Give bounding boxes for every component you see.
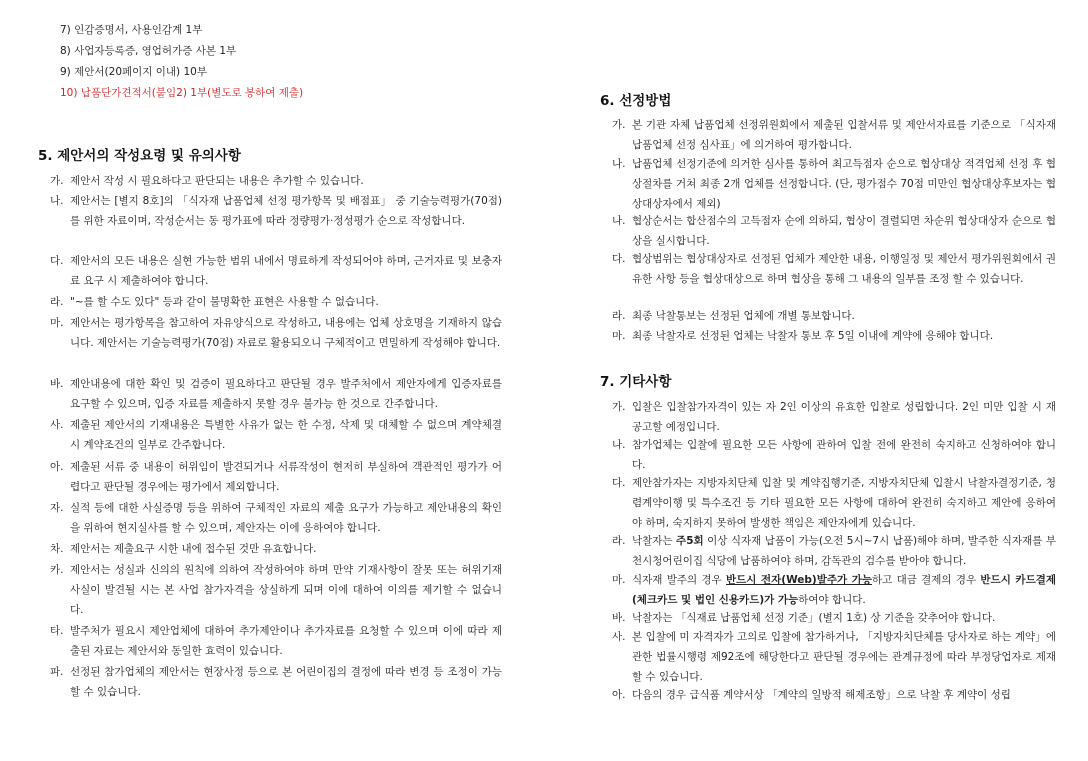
s5-item-da: 다. 제안서의 모든 내용은 실현 가능한 범위 내에서 명료하게 작성되어야 하며, 근거자료 및 보충자료 요구 시 제출하여야 합니다. xyxy=(50,255,502,287)
s7-item-ra: 라. 낙찰자는 주5회 이상 식자재 납품이 가능(오전 5시~7시 납품)해야 하며, 발주한 식자재를 부천시청어린이집 식당에 납품하여야 하며, 감독관의 검수를 받아야 합니다. xyxy=(612,535,1056,567)
s6-item-ra: 라. 최종 낙찰통보는 선정된 업체에 개별 통보합니다. xyxy=(612,310,855,322)
section6-heading: 6. 선정방법 xyxy=(600,93,672,109)
s5-item-ga: 가. 제안서 작성 시 필요하다고 판단되는 내용은 추가할 수 있습니다. xyxy=(50,175,364,187)
s6-item-na-2: 나. 협상순서는 합산점수의 고득점자 순에 의하되, 협상이 결렬되면 차순위 협상대상자 순으로 협상을 실시합니다. xyxy=(612,215,1056,247)
s5-item-pa: 파. 선정된 참가업체의 제안서는 현장사정 등으로 본 어린이집의 결정에 따라 변경 등 조정이 가능할 수 있습니다. xyxy=(50,666,502,698)
s5-item-ka: 카. 제안서는 성실과 신의의 원칙에 의하여 작성하여야 하며 만약 기재사항이 잘못 또는 허위기재 사실이 발견될 시는 본 사업 참가자격을 상실하게 되며 이에 대하여 이의를 제기할 수 없습니다. xyxy=(50,564,502,616)
submit-item-8: 8) 사업자등록증, 영업허가증 사본 1부 xyxy=(60,45,237,57)
s5-item-ta: 타. 발주처가 필요시 제안업체에 대하여 추가제안이나 추가자료를 요청할 수 있으며 이에 따라 제출된 자료는 제안서와 동일한 효력이 있습니다. xyxy=(50,625,502,657)
s6-item-na: 나. 납품업체 선정기준에 의거한 심사를 통하여 최고득점자 순으로 협상대상 적격업체 선정 후 협상절차를 거쳐 최종 2개 업체를 선정합니다. (단, 평가점수 70점 미만인 협상대상후보자는 협상대상자에서 제외) xyxy=(612,158,1056,210)
s7-item-a: 아. 다음의 경우 급식품 계약서상 「계약의 일방적 해제조항」으로 낙찰 후 계약이 성립 xyxy=(612,689,1011,701)
s7-item-da: 다. 제안참가자는 지방자치단체 입찰 및 계약집행기준, 지방자치단체 입찰시 낙찰자결정기준, 청렴계약이행 및 특수조건 등 기타 필요한 모든 사항에 대하여 완전히 숙지하고 제안에 응하여야 하며, 숙지하지 못하여 발생한 책임은 제안자에게 있습니다. xyxy=(612,477,1056,529)
s5-item-cha: 차. 제안서는 제출요구 시한 내에 접수된 것만 유효합니다. xyxy=(50,543,317,555)
s7-item-na: 나. 참가업체는 입찰에 필요한 모든 사항에 관하여 입찰 전에 완전히 숙지하고 신청하여야 합니다. xyxy=(612,439,1056,471)
section5-heading: 5. 제안서의 작성요령 및 유의사항 xyxy=(38,148,241,164)
s5-item-a: 아. 제출된 서류 중 내용이 허위임이 발견되거나 서류작성이 현저히 부실하여 객관적인 평가가 어렵다고 판단될 경우에는 평가에서 제외합니다. xyxy=(50,461,502,493)
s5-item-ba: 바. 제안내용에 대한 확인 및 검증이 필요하다고 판단될 경우 발주처에서 제안자에게 입증자료를 요구할 수 있으며, 입증 자료를 제출하지 못할 경우 불가능 한 것으로 간주합니다. xyxy=(50,378,502,410)
submit-item-7: 7) 인감증명서, 사용인감계 1부 xyxy=(60,24,203,36)
s5-item-ja: 자. 실적 등에 대한 사실증명 등을 위하여 구체적인 자료의 제출 요구가 가능하고 제안내용의 확인을 위하여 현지실사를 할 수 있으며, 제안자는 이에 응하여야 합니다. xyxy=(50,502,502,534)
section7-heading: 7. 기타사항 xyxy=(600,374,672,390)
s6-item-ga: 가. 본 기관 자체 납품업체 선정위원회에서 제출된 입찰서류 및 제안서자료를 기준으로 「식자재 납품업체 선정 심사표」에 의거하여 평가합니다. xyxy=(612,119,1056,151)
s7-item-ga: 가. 입찰은 입찰참가자격이 있는 자 2인 이상의 유효한 입찰로 성립합니다. 2인 미만 입찰 시 재공고할 예정입니다. xyxy=(612,401,1056,433)
s7-item-sa: 사. 본 입찰에 미 자격자가 고의로 입찰에 참가하거나, 「지방자치단체를 당사자로 하는 계약」에 관한 법률시행령 제92조에 해당한다고 판단될 경우에는 관계규정에 따라 부정당업자로 제재할 수 있습니다. xyxy=(612,631,1056,683)
s5-item-ma: 마. 제안서는 평가항목을 참고하여 자유양식으로 작성하고, 내용에는 업체 상호명을 기재하지 않습니다. 제안서는 기술능력평가(70점) 자료로 활용되오니 구체적이고 면밀하게 작성해야 합니다. xyxy=(50,317,502,349)
s7-item-ba: 바. 낙찰자는 「식재료 납품업체 선정 기준」(별지 1호) 상 기준을 갖추어야 합니다. xyxy=(612,612,996,624)
s7-item-ma: 마. 식자재 발주의 경우 반드시 전자(Web)발주가 가능하고 대금 결제의 경우 반드시 카드결제(체크카드 및 법인 신용카드)가 가능하여야 합니다. xyxy=(612,574,1056,606)
submit-item-10-highlight: 10) 납품단가견적서(붙임2) 1부(별도로 봉하여 제출) xyxy=(60,87,304,99)
s5-item-ra: 라. "~를 할 수도 있다" 등과 같이 불명확한 표현은 사용할 수 없습니다. xyxy=(50,296,379,308)
s5-item-na: 나. 제안서는 [별지 8호]의 「식자재 납품업체 선정 평가항목 및 배점표」 중 기술능력평가(70점)를 위한 자료이며, 작성순서는 동 평가표에 따라 정량평가·정성평가 순으로 작성합니다. xyxy=(50,195,502,227)
s6-item-da: 다. 협상범위는 협상대상자로 선정된 업체가 제안한 내용, 이행일정 및 제안서 평가위원회에서 권유한 사항 등을 협상대상으로 하며 협상을 통해 그 내용의 일부를 조정 할 수 있습니다. xyxy=(612,253,1056,285)
s6-item-ma: 마. 최종 낙찰자로 선정된 업체는 낙찰자 통보 후 5일 이내에 계약에 응해야 합니다. xyxy=(612,330,994,342)
s5-item-sa: 사. 제출된 제안서의 기재내용은 특별한 사유가 없는 한 수정, 삭제 및 대체할 수 없으며 계약체결 시 계약조건의 일부로 간주합니다. xyxy=(50,419,502,451)
submit-item-9: 9) 제안서(20페이지 이내) 10부 xyxy=(60,66,207,78)
